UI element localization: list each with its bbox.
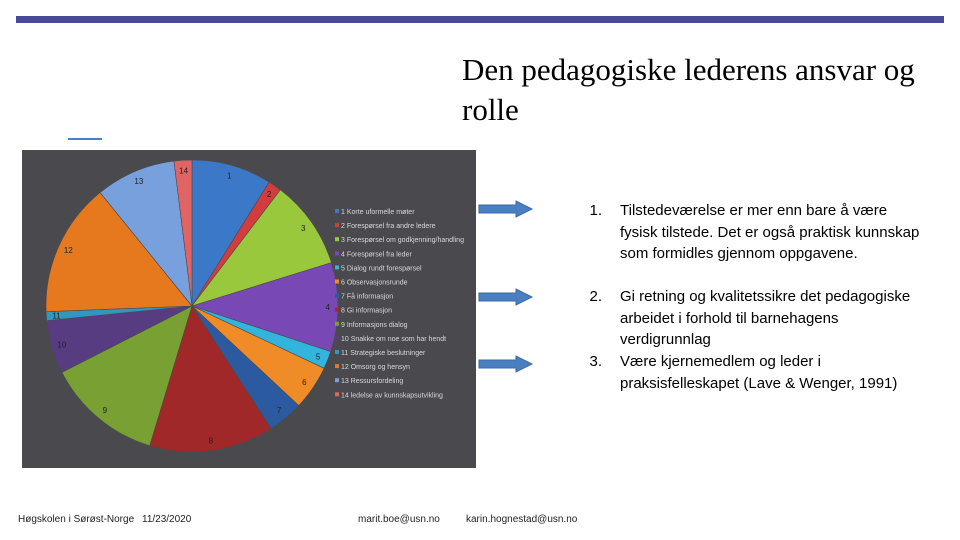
list-number: 1. <box>589 202 602 219</box>
legend-swatch <box>335 364 339 368</box>
list-number: 2. <box>589 288 602 305</box>
legend-entry: 12 Omsorg og hensyn <box>341 364 410 372</box>
pie-data-label: 3 <box>300 224 306 234</box>
legend-swatch <box>335 378 339 382</box>
pie-data-label: 5 <box>315 352 321 362</box>
legend-entry: 2 Forespørsel fra andre ledere <box>341 223 436 231</box>
legend-entry: 11 Strategiske beslutninger <box>341 350 426 357</box>
legend-entry: 8 Gi informasjon <box>341 307 392 315</box>
pie-data-label: 8 <box>208 436 214 446</box>
arrow-icon <box>478 200 534 218</box>
accent-bar <box>16 16 944 23</box>
legend-swatch <box>335 336 339 340</box>
legend-entry: 6 Observasjonsrunde <box>341 279 408 287</box>
footer-email: karin.hognestad@usn.no <box>466 514 578 525</box>
arrow-icon <box>478 355 534 373</box>
legend-swatch <box>335 350 339 354</box>
pie-data-label: 10 <box>57 340 67 350</box>
legend-swatch <box>335 265 339 269</box>
pie-data-label: 1 <box>227 171 232 181</box>
pie-data-label: 9 <box>102 406 108 416</box>
legend-entry: 5 Dialog rundt forespørsel <box>341 265 422 273</box>
legend-entry: 13 Ressursfordeling <box>341 378 404 386</box>
slide-title: Den pedagogiske lederens ansvar og rolle <box>462 52 915 127</box>
footer-email: marit.boe@usn.no <box>358 514 440 525</box>
pie-data-label: 12 <box>63 245 73 255</box>
pie-data-label: 4 <box>325 303 331 313</box>
list-item: Være kjernemedlem og leder i praksisfelleskapet (Lave & Wenger, 1991) <box>620 353 898 392</box>
decorative-line <box>68 138 102 140</box>
legend-entry: 4 Forespørsel fra leder <box>341 251 412 259</box>
pie-chart <box>22 150 476 468</box>
pie-data-label: 14 <box>179 166 189 176</box>
legend-swatch <box>335 322 339 326</box>
legend-entry: 7 Få informasjon <box>341 293 394 301</box>
legend-swatch <box>335 223 339 227</box>
pie-data-label: 7 <box>276 406 282 416</box>
pie-chart-panel <box>22 150 476 468</box>
legend-swatch <box>335 294 339 298</box>
legend-entry: 9 Informasjons dialog <box>341 321 408 329</box>
pie-data-label: 2 <box>266 190 272 200</box>
list-item: Gi retning og kvalitetssikre det pedagogiske arbeidet i forhold til barnehagens verdigrunnlag <box>620 288 911 349</box>
legend-swatch <box>335 251 339 255</box>
footer-institution: Høgskolen i Sørøst-Norge <box>18 514 135 525</box>
legend-swatch <box>335 209 339 213</box>
list-item: Tilstedeværelse er mer enn bare å være fysisk tilstede. Det er også praktisk kunnskap som formidles gjennom oppgavene. <box>620 202 920 263</box>
legend-swatch <box>335 280 339 284</box>
list-number: 3. <box>589 353 602 370</box>
legend-entry: 10 Snakke om noe som har hendt <box>341 335 447 343</box>
pie-data-label: 11 <box>52 311 61 321</box>
legend-entry: 14 ledelse av kunnskapsutvikling <box>341 392 443 400</box>
legend-entry: 3 Forespørsel om godkjenning/handling <box>341 237 464 245</box>
legend-swatch <box>335 308 339 312</box>
pie-data-label: 13 <box>134 177 144 187</box>
pie-data-label: 6 <box>302 378 307 388</box>
legend-swatch <box>335 237 339 241</box>
legend-entry: 1 Korte uformelle møter <box>341 209 415 216</box>
footer-date: 11/23/2020 <box>142 514 192 525</box>
arrow-icon <box>478 288 534 306</box>
legend-swatch <box>335 392 339 396</box>
